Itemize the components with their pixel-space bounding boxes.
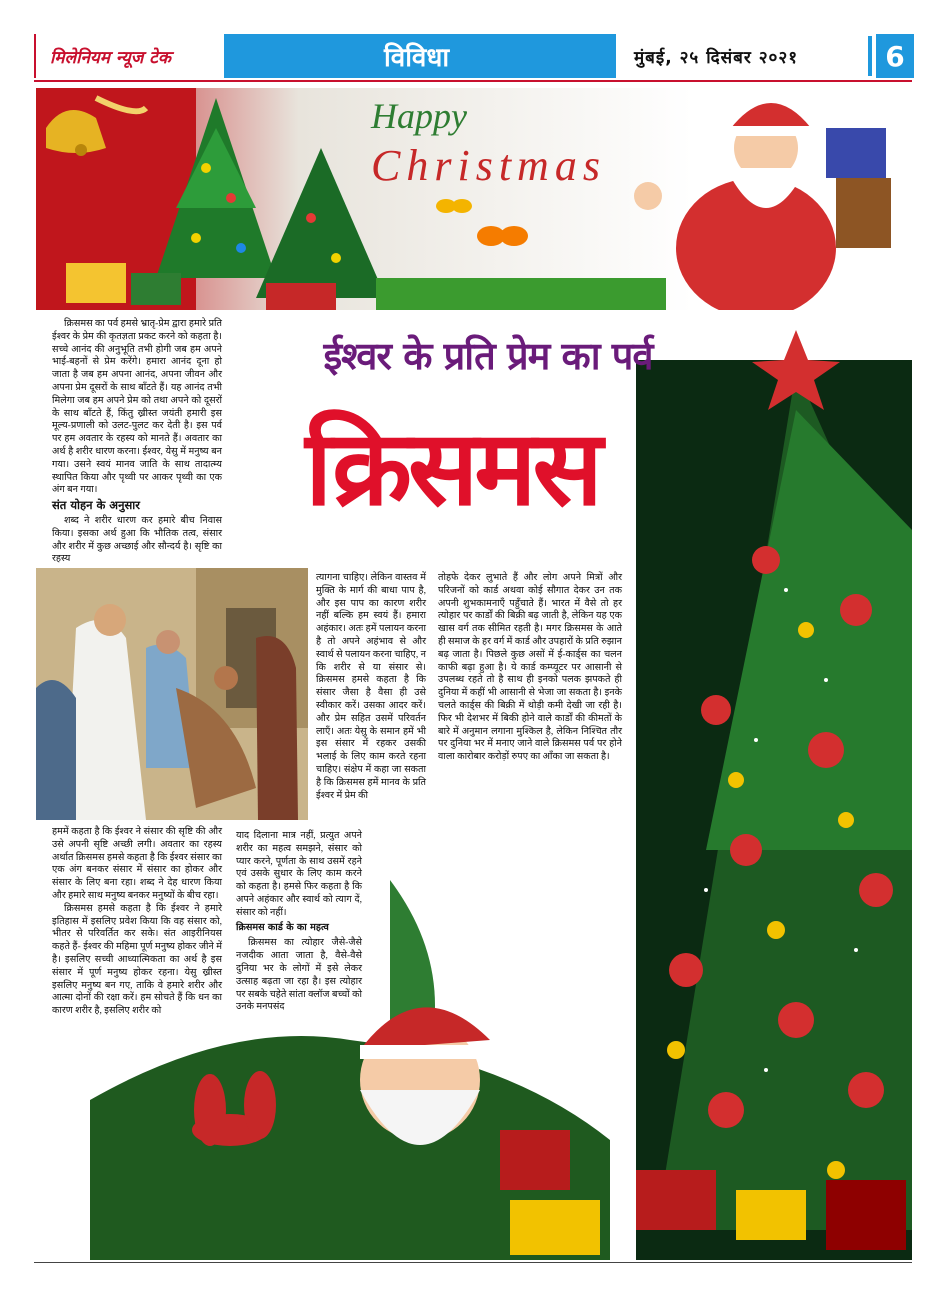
edition-date: मुंबई, २५ दिसंबर २०२१ [634,47,799,68]
article-subhead: क्रिसमस कार्ड के का महत्व [236,921,329,933]
paragraph: शब्द ने शरीर धारण कर हमारे बीच निवास किया। इसका अर्थ हुआ कि भौतिक तत्व, संसार और शरीर में कुछ अच्छाई और सौन्दर्य है। सृष्टि का रहस्य [52,514,222,565]
article-column-1-top [52,318,222,566]
banner-illustration [36,88,912,310]
paragraph: त्यागना चाहिए। लेकिन वास्तव में मुक्ति के मार्ग की बाधा पाप है, और इस पाप का कारण शरीर नहीं बल्कि हम स्वयं हैं। हमारा अहंकार। अतः हमें पलायन करना है तो अपने अहंभाव से और स्वार्थ से पलायन करना चाहिए, न कि शरीर से या संसार से। क्रिसमस हमसे कहता है कि संसार जैसा है वैसा ही उसे स्वीकार करें। उसका आदर करें। और प्रेम सहित उसमें परिवर्तन लाएँ। अतः येसु के समान हमें भी इस संसार में रहकर उसकी भलाई के लिए काम करते रहना चाहिए। संक्षेप में कहा जा सकता है कि क्रिसमस हमें मानव के प्रति ईश्वर में प्रेम की [316,572,426,801]
article-column-1-bottom [52,826,222,1018]
article-headline: क्रिसमस [305,407,599,529]
page-number: 6 [876,34,914,78]
paragraph: क्रिसमस का पर्व हमसे भ्रातृ-प्रेम द्वारा हमारे प्रति ईश्वर के प्रेम की कृतज्ञता प्रकट करने को कहता है। सच्चे आनंद की अनुभूति तभी होगी जब हम अपने भाई-बहनों से प्रेम करेंगे। हमारा आनंद दूना हो जाता है जब हम अपना आनंद, अपना जीवन और अपना प्रेम दूसरों के साथ बाँटते हैं। यह आनंद तभी मिलेगा जब हम अपने प्रेम को तथा अपने को दूसरों के साथ बाँटते हैं, किंतु ख्रीस्त जयंती हमारी इस मूल्य-प्रणाली को उलट-पुलट कर देती है। इस पर्व पर हम अवतार के रहस्य को मानते हैं। अवतार का अर्थ है शरीर धारण करना। ईश्वर, येसु में मनुष्य बन गया। उसने स्वयं मानव जाति के साथ तादात्म्य स्थापित किया और पृथ्वी पर आकर पृथ्वी का एक अंग बन गया। [52,318,222,496]
paragraph: हममें कहता है कि ईश्वर ने संसार की सृष्टि की और उसे अपनी सृष्टि अच्छी लगी। अवतार का रहस्य अर्थात क्रिसमस हमसे कहता है कि ईश्वर संसार का एक अंग बनकर संसार में संसार का होकर और संसार के लिए बना रहा। शब्द ने देह धारण किया और हमारे साथ मनुष्य बनकर मनुष्यों के बीच रहा। [52,826,222,901]
article-kicker: ईश्वर के प्रति प्रेम का पर्व [323,334,653,378]
christmas-banner [36,88,912,310]
article-column-3 [438,572,622,764]
article-column-2-bottom [236,830,362,1014]
masthead [34,34,912,78]
publication-name: मिलेनियम न्यूज टेक [34,34,224,78]
paragraph: क्रिसमस हमसे कहता है कि ईश्वर ने हमारे इतिहास में इसलिए प्रवेश किया कि वह संसार को, भीतर से परिवर्तित कर सके। संत आइरीनियस कहते हैं- ईश्वर की महिमा पूर्ण मनुष्य होकर जीने में है। इसलिए सच्ची आध्यात्मिकता का अर्थ है इस संसार में पूर्ण मनुष्य होकर रहना। येसु ख्रीस्त इसलिए मनुष्य बन गए, ताकि वे हमारे शरीर और आत्मा दोनों की रक्षा करें। हम सोचते हैं कि धन का कारण शरीर है, इसलिए शरीर को [52,902,222,1017]
christmas-tree-illustration [596,330,912,1260]
article-subhead: संत योहन के अनुसार [52,498,140,513]
section-title: विविधा [224,34,616,78]
page-bottom-rule [34,1262,912,1263]
article-column-2-top [316,572,426,802]
masthead-divider [868,36,872,76]
paragraph: याद दिलाना मात्र नहीं, प्रत्युत अपने शरीर का महत्व समझने, संसार को प्यार करने, पूर्णता के साथ उसमें रहने एवं उसके सुधार के लिए काम करने को कहता है। हमसे फिर कहता है कि अपने अहंकार और स्वार्थ को त्याग दें, संसार को नहीं। [236,830,362,918]
paragraph: क्रिसमस का त्योहार जैसे-जैसे नजदीक आता जाता है, वैसे-वैसे दुनिया भर के लोगों में इसे लेकर उत्साह बढ़ता जा रहा है। इस त्योहार पर सबके चहेते सांता क्लॉज बच्चों को उनके मनपसंद [236,937,362,1013]
masthead-rule [34,80,912,82]
jesus-healing-painting [36,568,308,820]
paragraph: तोहफे देकर लुभाते हैं और लोग अपने मित्रों और परिजनों को कार्ड अथवा कोई सौगात देकर उन तक अपनी शुभकामनाएँ पहुँचाते हैं। भारत में वैसे तो हर त्योहार पर कार्डों की बिक्री बढ़ जाती है, लेकिन यह एक खास वर्ग तक सीमित रहती है। मगर क्रिसमस के आते ही समाज के हर वर्ग में कार्ड और उपहारों के प्रति रुझान बढ़ जाता है। पिछले कुछ असों में ई-कार्ड्स का चलन काफी बढ़ा हुआ है। ये कार्ड कम्प्यूटर पर आसानी से उपलब्ध रहते तो है साथ ही इनको पलक झपकते ही दुनिया में कहीं भी आसानी से भेजा जा सकता है। इनके चलते कार्ड्स की बिक्री में थोड़ी कमी देखी जा रही है। फिर भी देशभर में बिकी होने वाले कार्डों की कीमतों के बारे में अनुमान लगाना मुश्किल है, लेकिन निश्चित तौर पर दुनिया भर में मनाए जाने वाले क्रिसमस पर्व पर होने वाला कारोबार करोड़ों रुपए का आँका जा सकता है। [438,572,622,763]
greeting-happy: Happy [371,96,467,136]
greeting-christmas: Christmas [371,141,606,190]
